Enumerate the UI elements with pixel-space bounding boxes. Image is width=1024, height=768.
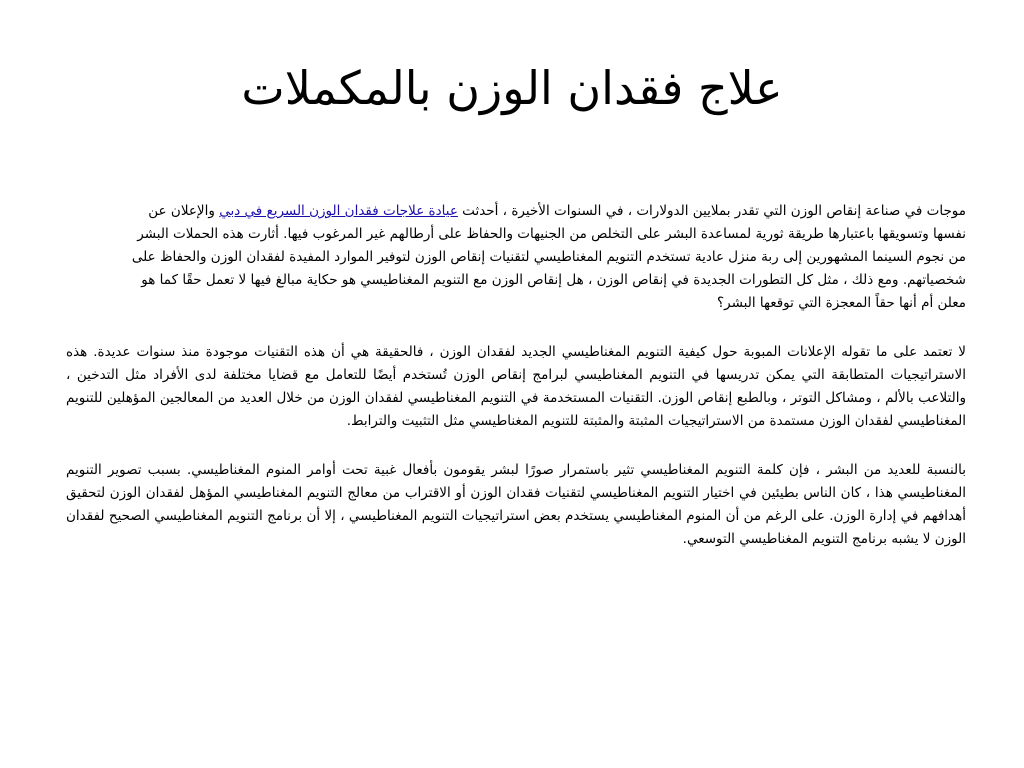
slide-body [66,200,966,577]
paragraph-2: لا تعتمد على ما تقوله الإعلانات المبوبة حول كيفية التنويم المغناطيسي الجديد لفقدان الوزن ، فالحقيقة هي أن هذه التقنيات موجودة منذ سنوات عديدة. هذه الاستراتيجيات المتطابقة التي يمكن تدريسها في التنويم المغناطيسي لبرامج إنقاص الوزن تُستخدم أيضًا للتعامل مع قضايا مختلفة لدى الأفراد مثل التدخين ، والتلاعب بالألم ، ومشاكل التوتر ، وبالطبع إنقاص الوزن. التقنيات المستخدمة في التنويم المغناطيسي لفقدان الوزن من خلال العديد من المعالجين المؤهلين للتنويم المغناطيسي لفقدان الوزن مستمدة من الاستراتيجيات المثبتة والمثبتة للتنويم المغناطيسي مثل التثبيت والترابط. [66,344,966,429]
slide-title: علاج فقدان الوزن بالمكملات [241,61,783,115]
paragraph-3: بالنسبة للعديد من البشر ، فإن كلمة التنويم المغناطيسي تثير باستمرار صورًا لبشر يقومون بأفعال غبية تحت أوامر المنوم المغناطيسي. بسبب تصوير التنويم المغناطيسي هذا ، كان الناس بطيئين في اختيار التنويم المغناطيسي لتقنيات فقدان الوزن أو الاقتراب من معالج التنويم المغناطيسي المؤهل لفقدان الوزن لتحقيق أهدافهم في إدارة الوزن. على الرغم من أن المنوم المغناطيسي يستخدم بعض استراتيجيات التنويم المغناطيسي ، إلا أن برنامج التنويم المغناطيسي الصحيح لفقدان الوزن لا يشبه برنامج التنويم المغناطيسي التوسعي. [66,462,966,547]
clinic-link[interactable]: عيادة علاجات فقدان الوزن السريع في دبي [219,203,458,219]
paragraph-1-text-before-link: موجات في صناعة إنقاص الوزن التي تقدر بملايين الدولارات ، في السنوات الأخيرة ، أحدثت [457,203,966,219]
paragraph-1 [126,200,966,315]
paragraph-1-text-after-link: والإعلان عن نفسها وتسويقها باعتبارها طريقة ثورية لمساعدة البشر على التخلص من الجنيهات والحفاظ على أرطالهم غير المرغوب فيها. أثارت هذه الحملات البشر من نجوم السينما المشهورين إلى ربة منزل عادية تستخدم التنويم المغناطيسي لتقنيات إنقاص الوزن لتوفير الموارد المفيدة لفقدان الوزن والحفاظ على شخصياتهم. ومع ذلك ، مثل كل التطورات الجديدة في إنقاص الوزن ، هل إنقاص الوزن مع التنويم المغناطيسي هو حكاية مبالغ فيها لا تعمل حقًا كما هو معلن أم أنها حقاً المعجزة التي توقعها البشر؟ [131,203,966,311]
